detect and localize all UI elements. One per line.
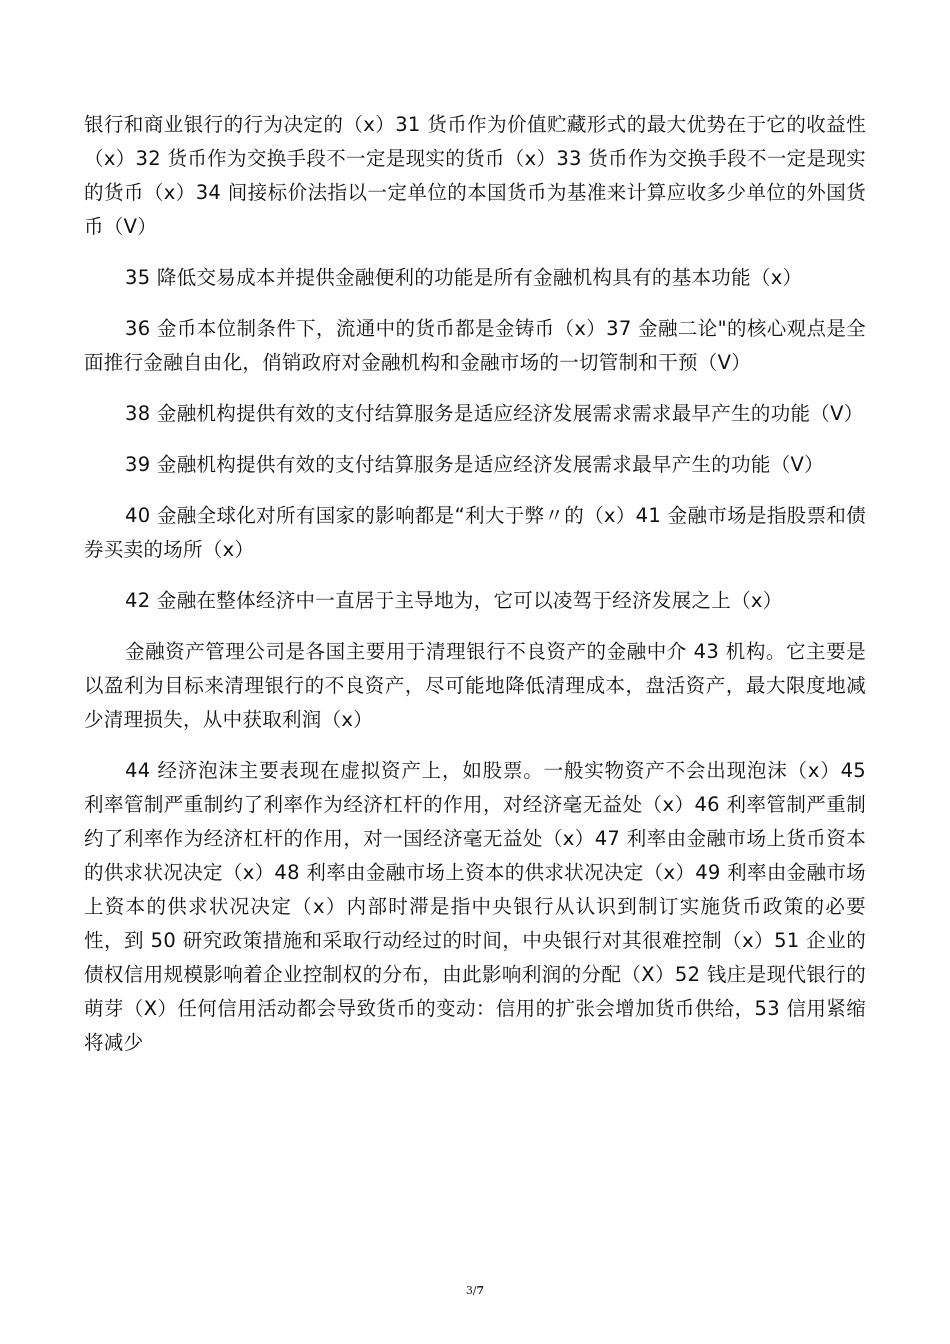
paragraph-8: 金融资产管理公司是各国主要用于清理银行不良资产的金融中介 43 机构。它主要是以盈利为目标来清理银行的不良资产，尽可能地降低清理成本，盘活资产，最大限度地减少清理损失，从中获取利润（x） [84, 640, 866, 731]
page-number [0, 1284, 950, 1297]
page-number-current: 3/ [465, 1284, 477, 1297]
document-body [84, 108, 866, 1077]
paragraph-7: 42 金融在整体经济中一直居于主导地为，它可以凌驾于经济发展之上（x） [125, 589, 783, 612]
paragraph-9: 44 经济泡沫主要表现在虚拟资产上，如股票。一般实物资产不会出现泡沫（x）45 利率管制严重制约了利率作为经济杠杆的作用，对经济毫无益处（x）46 利率管制严重制约了利率作为经济杠杆的作用，对一国经济毫无益处（x）47 利率由金融市场上货币资本的供求状况决定（x）48 利率由金融市场上资本的供求状况决定（x）49 利率由金融市场上资本的供求状况决定（x）内部时滞是指中央银行从认识到制订实施货币政策的必要性，到 50 研究政策措施和采取行动经过的时间，中央银行对其很难控制（x）51 企业的债权信用规模影响着企业控制权的分布，由此影响利润的分配（X）52 钱庄是现代银行的萌芽（X）任何信用活动都会导致货币的变动：信用的扩张会增加货币供给，53 信用紧缩将减少 [84, 759, 866, 1054]
paragraph-3: 36 金币本位制条件下，流通中的货币都是金铸币（x）37 金融二论"的核心观点是全面推行金融自由化，俏销政府对金融机构和金融市场的一切管制和干预（V） [84, 317, 866, 374]
paragraph-4: 38 金融机构提供有效的支付结算服务是适应经济发展需求需求最早产生的功能（V） [125, 402, 864, 425]
paragraph-1: 银行和商业银行的行为决定的（x）31 货币作为价值贮藏形式的最大优势在于它的收益性（x）32 货币作为交换手段不一定是现实的货币（x）33 货币作为交换手段不一定是现实的货币（x）34 间接标价法指以一定单位的本国货币为基准来计算应收多少单位的外国货币（V） [84, 113, 866, 238]
paragraph-2: 35 降低交易成本并提供金融便利的功能是所有金融机构具有的基本功能（x） [125, 266, 803, 289]
paragraph-5: 39 金融机构提供有效的支付结算服务是适应经济发展需求最早产生的功能（V） [125, 453, 824, 476]
paragraph-6: 40 金融全球化对所有国家的影响都是“利大于弊〃的（x）41 金融市场是指股票和债券买卖的场所（x） [84, 504, 866, 561]
page-number-total: 7 [476, 1284, 485, 1297]
